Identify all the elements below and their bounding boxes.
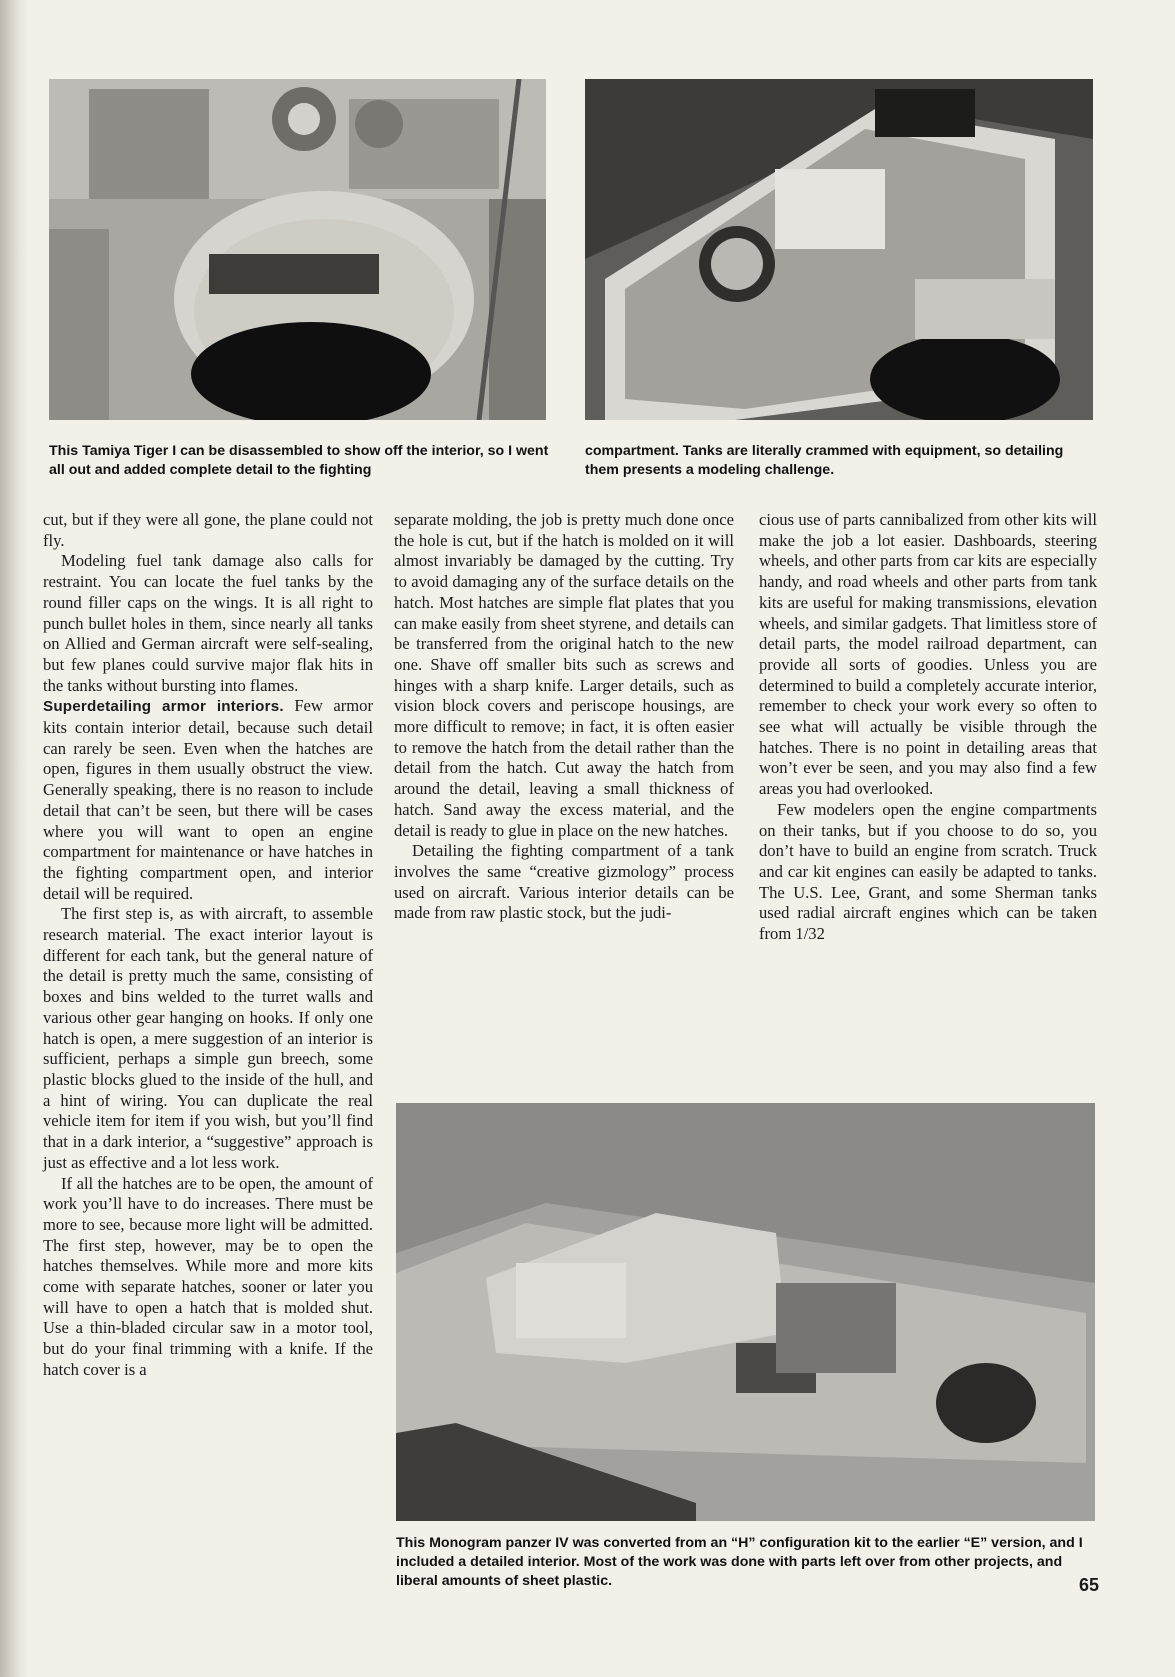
column2-paragraph-1: separate molding, the job is pretty much done once the hole is cut, but if the hatch is molded on it will almost invariably be damaged by the cutting. Try to avoid damaging any of the surface details on the hatch. Most hatches are simple flat plates that you can make easily from sheet styrene, and details can be transferred from the original hatch to the new one. Shave off smaller bits such as screws and hinges with a sharp knife. Larger details, such as vision block covers and periscope housings, are more difficult to remove; in fact, it is often easier to remove the hatch from the detail rather than the detail from the hatch. Cut away the hatch from around the detail, leaving a small thickness of hatch. Sand away the excess material, and the detail is ready to glue in place on the new hatches. [394,510,734,840]
column1-paragraph-1: cut, but if they were all gone, the plane could not fly. [43,510,373,550]
column1-paragraph-4: The first step is, as with aircraft, to assemble research material. The exact interior layout is different for each tank, but the general nature of the detail is pretty much the same, consisting of boxes and bins welded to the turret walls and various other gear hanging on hooks. If only one hatch is open, a mere suggestion of an interior is sufficient, perhaps a simple gun breech, some plastic blocks glued to the inside of the hull, and a hint of wiring. You can duplicate the real vehicle item for item if you wish, but you’ll find that in a dark interior, a “suggestive” approach is just as effective and a lot less work. [43,904,373,1172]
column1-paragraph-3 [43,696,373,904]
section-heading-armor-interiors: Superdetailing armor interiors. [43,698,284,716]
page-number: 65 [1078,1575,1099,1595]
caption-bottom: This Monogram panzer IV was converted from an “H” configuration kit to the earlier “E” version, and I included a detailed interior. Most of the work was done with parts left over from other projects, and liberal amounts of sheet plastic. [396,1535,1083,1589]
photo-tiger-hull-art [49,79,546,420]
column3-paragraph-2: Few modelers open the engine compartments on their tanks, but if you choose to do so, you don’t have to build an engine from scratch. Truck and car kit engines can easily be adapted to tanks. The U.S. Lee, Grant, and some Sherman tanks used radial aircraft engines which can be taken from 1/32 [759,799,1097,944]
photo-tiger-hull-opening [49,79,546,420]
text-column-3 [759,510,1097,945]
column3-paragraph-1: cious use of parts cannibalized from other kits will make the job a lot easier. Dashboards, steering wheels, and other parts from car kits are especially handy, and road wheels and other parts from tank kits are useful for making transmissions, elevation wheels, and similar gadgets. That limitless store of detail parts, the model railroad department, can provide all sorts of goodies. Unless you are determined to build a completely accurate interior, remember to check your work every so often to see what will actually be visible through the hatches. There is no point in detailing areas that won’t ever be seen, and you may also find a few areas you had overlooked. [759,510,1097,799]
photo-compartment-art [585,79,1093,420]
text-column-1 [43,510,373,1381]
column2-paragraph-2: Detailing the fighting compartment of a tank involves the same “creative gizmology” process used on aircraft. Various interior details can be made from raw plastic stock, but the judi- [394,841,734,923]
spine-shadow [0,0,28,1677]
photo-panzer-art [396,1103,1095,1521]
column1-paragraph-2: Modeling fuel tank damage also calls for restraint. You can locate the fuel tanks by the round filler caps on the wings. It is all right to punch bullet holes in them, since nearly all tanks on Allied and German aircraft were self-sealing, but few planes could survive major flak hits in the tanks without bursting into flames. [43,551,373,695]
caption-top-right: compartment. Tanks are literally crammed with equipment, so detailing them presents a modeling challenge. [585,443,1064,478]
photo-panzer-iv-interior [396,1103,1095,1521]
column1-paragraph-5: If all the hatches are to be open, the amount of work you’ll have to do increases. There must be more to see, because more light will be admitted. The first step, however, may be to open the hatches themselves. While more and more kits come with separate hatches, sooner or later you will have to open a hatch that is molded shut. Use a thin-bladed circular saw in a motor tool, but do your final trimming with a knife. If the hatch cover is a [43,1173,373,1379]
photo-tiger-fighting-compartment [585,79,1093,420]
column1-paragraph-3-text: Few armor kits contain interior detail, because such detail can rarely be seen. Even when the hatches are open, figures in them usually obstruct the view. Generally speaking, there is no reason to include detail that can’t be seen, but there will be cases where you will want to open an engine compartment for maintenance or have hatches in the fighting compartment open, and interior detail will be required. [43,696,373,903]
caption-top-left: This Tamiya Tiger I can be disassembled to show off the interior, so I went all out and added complete detail to the fighting [49,443,549,478]
text-column-2 [394,510,734,924]
